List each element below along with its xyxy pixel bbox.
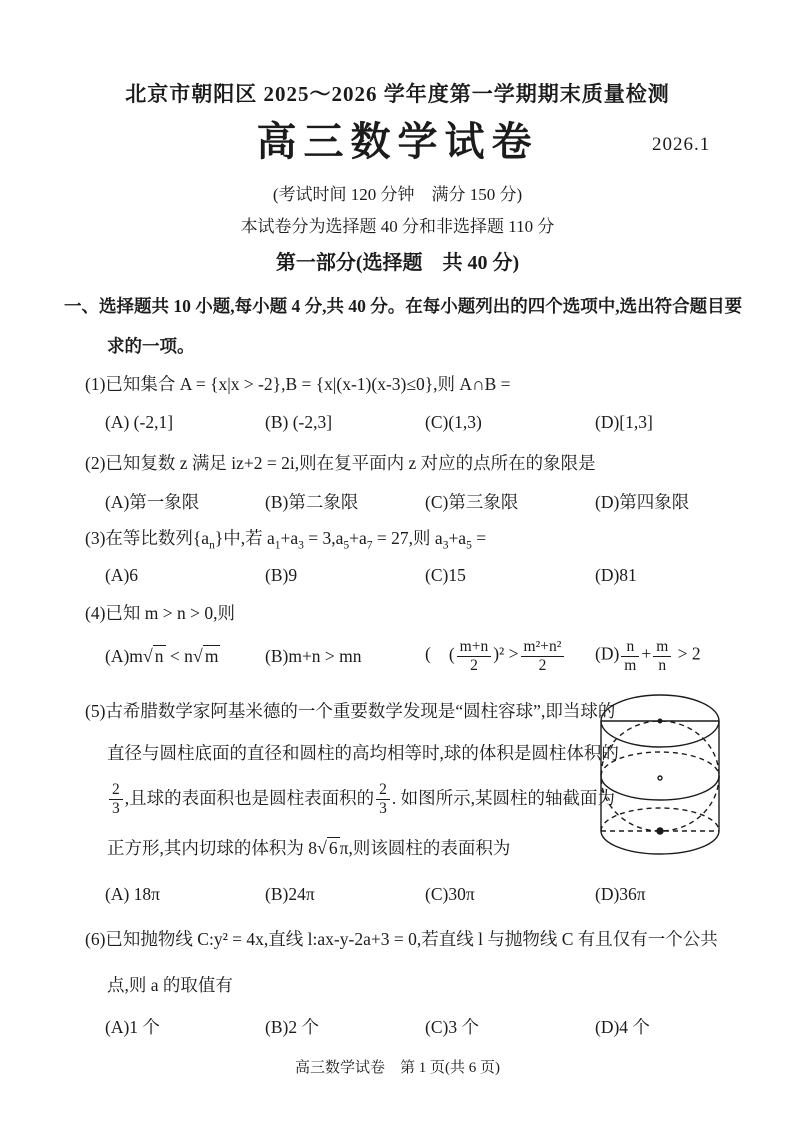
fraction-numerator: m [653,638,671,656]
q4c-open-paren: ( [448,644,455,665]
question-6-option-d: (D)4 个 [595,1017,650,1037]
fraction-denominator: n [658,656,667,674]
q4a-text-1: (A)m [105,645,143,666]
question-5-line2: 直径与圆柱底面的直径和圆柱的高均相等时,球的体积是圆柱体积的 [107,743,619,763]
q5-radicand: 6 [328,838,338,858]
question-1-options [105,412,725,433]
question-1-option-b: (B) (-2,3] [265,412,333,432]
question-3-stem [85,527,486,554]
fraction-numerator: m²+n² [521,638,565,656]
fraction [653,638,671,673]
question-4-option-c [425,638,595,673]
question-4-stem: (4)已知 m > n > 0,则 [85,603,236,623]
question-1-stem: (1)已知集合 A = {x|x > -2},B = {x|(x-1)(x-3)≤0},则 A∩B = [85,374,511,394]
fraction-denominator: m [624,656,637,674]
instructions-line1: 一、选择题共 10 小题,每小题 4 分,共 40 分。在每小题列出的四个选项中,选出符合题目要 [64,296,743,316]
fraction [521,638,565,673]
question-5-line3 [107,776,615,822]
question-3-option-d: (D)81 [595,565,637,585]
fraction-numerator: n [621,638,639,656]
title-row [0,110,795,166]
question-2-option-d: (D)第四象限 [595,492,690,512]
question-5-option-a: (A) 18π [105,884,161,904]
q4d-tail: > 2 [673,644,701,665]
sqrt-sign: √ [142,645,153,666]
top-tangent-point [658,719,662,723]
exam-session-title: 北京市朝阳区 2025～2026 学年度第一学期期末质量检测 [125,82,670,106]
q5-text-3a: ,且球的表面积也是圆柱表面积的 [124,788,375,809]
page-footer: 高三数学试卷 第 1 页(共 6 页) [295,1060,500,1076]
q3-text-3: +a [280,528,299,548]
fraction-numerator: 2 [109,781,123,799]
q5-text-4a: 正方形,其内切球的体积为 8 [107,838,317,858]
question-2-option-b: (B)第二象限 [265,492,359,512]
q3-sub-5: 5 [343,539,350,552]
question-2-stem: (2)已知复数 z 满足 iz+2 = 2i,则在复平面内 z 对应的点所在的象限是 [85,453,596,473]
fraction-denominator: 3 [379,799,387,817]
question-6-line1: (6)已知抛物线 C:y² = 4x,直线 l:ax-y-2a+3 = 0,若直线 l 与抛物线 C 有且仅有一个公共 [85,929,718,949]
q3-text-1: (3)在等比数列{a [85,528,210,548]
bottom-tangent-point [657,828,663,834]
q3-sub-n: n [209,539,215,552]
fraction-denominator: 2 [470,656,478,674]
question-4-option-d [595,638,725,673]
question-5-option-d: (D)36π [595,884,646,904]
question-2-options [105,489,725,514]
q4a-radicand-1: n [154,645,164,666]
q4a-radicand-2: m [204,645,219,666]
sphere-equator-back [601,752,719,776]
question-6-line2: 点,则 a 的取值有 [107,975,233,995]
q3-text-8: = [471,528,487,548]
score-structure-note: 本试卷分为选择题 40 分和非选择题 110 分 [240,217,555,236]
question-3-option-a: (A)6 [105,565,139,585]
question-4-option-b: (B)m+n > mn [265,645,362,666]
q3-sub-7: 7 [366,539,373,552]
q5-text-3b: . 如图所示,某圆柱的轴截面为 [391,788,615,809]
question-6-option-a: (A)1 个 [105,1017,160,1037]
q4c-label: ( [425,644,431,665]
question-5-line1: (5)古希腊数学家阿基米德的一个重要数学发现是“圆柱容球”,即当球的 [85,701,616,721]
q3-sub-3: 3 [298,539,304,552]
q4d-label: (D) [595,644,620,665]
sphere-center-point [658,776,662,780]
fraction [621,638,639,673]
q3-sub-1: 1 [274,539,281,552]
fraction [457,638,492,673]
question-3-option-b: (B)9 [265,565,298,585]
cylinder-sphere-figure [598,692,722,862]
question-1-option-c: (C)(1,3) [425,412,482,432]
question-5-options [105,884,725,905]
q3-sub-5b: 5 [466,539,472,552]
question-1-option-d: (D)[1,3] [595,412,653,432]
question-6-options [105,1014,725,1039]
paper-title: 高三数学试卷 [256,119,539,164]
question-6-option-c: (C)3 个 [425,1017,479,1037]
fraction-denominator: 2 [538,656,547,674]
sqrt-sign: √ [317,838,327,858]
sqrt-sign: √ [192,645,203,666]
fraction-numerator: m+n [457,638,492,656]
exam-duration-note: (考试时间 120 分钟 满分 150 分) [272,185,523,204]
q4c-middle: )² > [493,644,519,665]
q3-text-7: +a [448,528,467,548]
question-5-option-b: (B)24π [265,884,315,904]
question-1-option-a: (A) (-2,1] [105,412,174,432]
q3-text-4: = 3,a [303,528,344,548]
instructions-line2: 求的一项。 [107,336,195,356]
question-3-options [105,565,725,586]
q3-text-5: +a [349,528,367,548]
question-5-line4 [107,836,510,861]
q5-text-4b: π,则该圆柱的表面积为 [339,838,511,858]
q3-text-2: }中,若 a [214,528,275,548]
question-6-option-b: (B)2 个 [265,1017,319,1037]
q3-sub-3b: 3 [442,539,449,552]
part-one-heading: 第一部分(选择题 共 40 分) [275,252,520,274]
question-2-option-a: (A)第一象限 [105,492,200,512]
question-3-option-c: (C)15 [425,565,466,585]
question-2-option-c: (C)第三象限 [425,492,519,512]
question-4-options [105,630,725,682]
q3-text-6: = 27,则 a [372,528,443,548]
question-4-option-a [105,646,265,667]
fraction [376,781,390,816]
exam-date: 2026.1 [652,134,711,155]
fraction-denominator: 3 [112,799,120,817]
q4d-plus: + [641,644,652,665]
fraction-numerator: 2 [376,781,390,799]
question-5-option-c: (C)30π [425,884,475,904]
q4a-text-2: < n [165,645,193,666]
fraction [109,781,123,816]
